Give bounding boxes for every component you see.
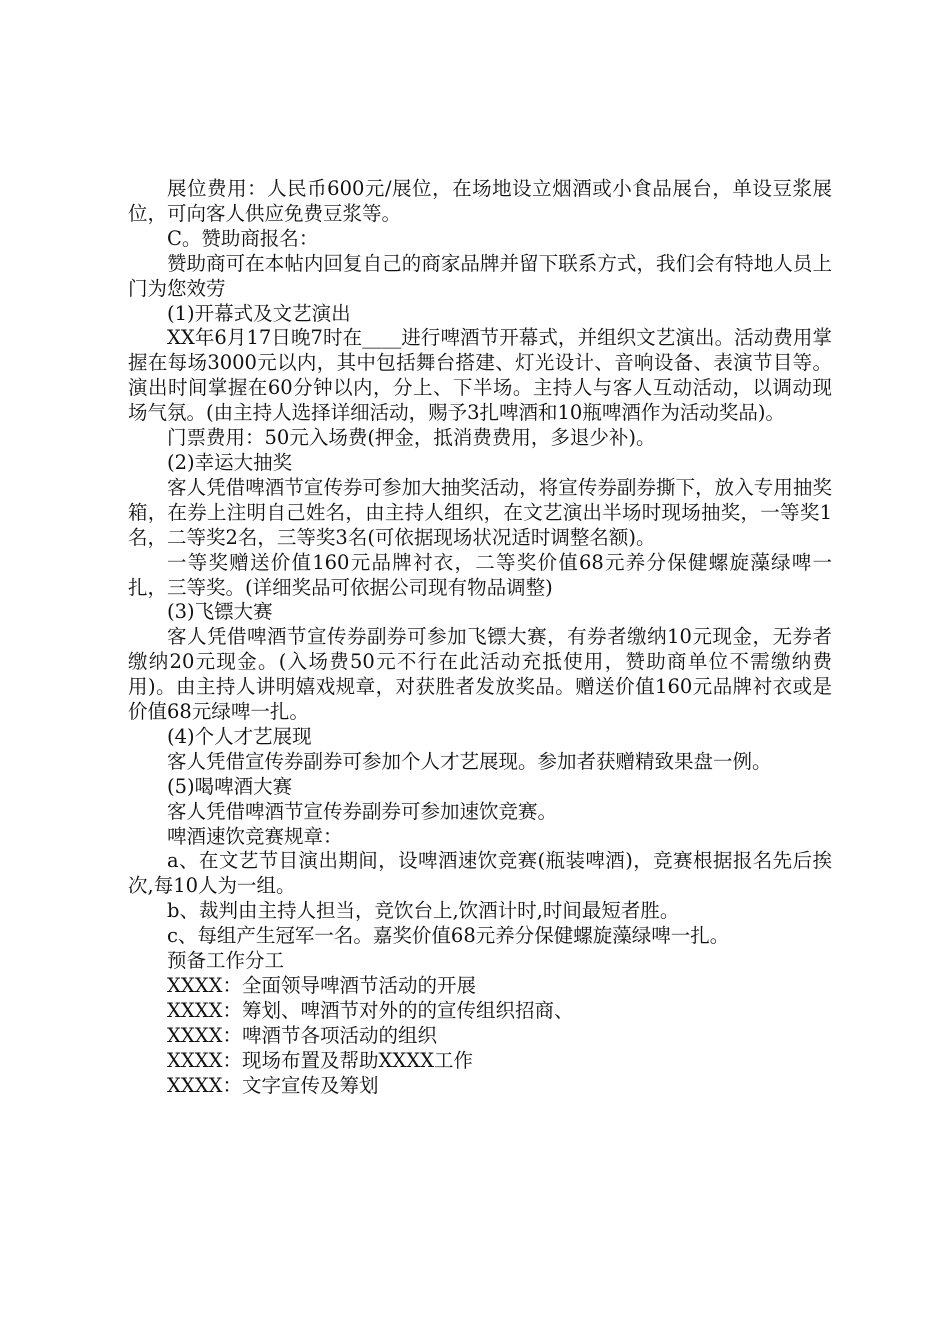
paragraph-duty-1: XXXX：全面领导啤酒节活动的开展 — [167, 974, 477, 997]
section-heading-darts: (3)飞镖大赛 — [167, 600, 273, 624]
paragraph-lottery-details: 客人凭借啤酒节宣传券可参加大抽奖活动，将宣传券副券撕下，放入专用抽奖箱，在券上注明自己姓名，由主持人组织，在文艺演出半场时现场抽奖，一等奖1名，二等奖2名，三等奖3名(可依据现场状况适时调整名额)。 — [128, 475, 832, 549]
paragraph-duty-4: XXXX：现场布置及帮助XXXX工作 — [167, 1048, 474, 1072]
paragraph-darts-details: 客人凭借啤酒节宣传券副券可参加飞镖大赛，有券者缴纳10元现金，无券者缴纳20元现金。(入场费50元不行在此活动充抵使用，赞助商单位不需缴纳费用)。由主持人讲明嬉戏规章，对获胜者发放奖品。赠送价值160元品牌衬衣或是价值68元绿啤一扎。 — [128, 625, 832, 724]
paragraph-beer-contest-intro: 客人凭借啤酒节宣传券副券可参加速饮竞赛。 — [167, 799, 558, 823]
paragraph-contest-rules-heading: 啤酒速饮竞赛规章： — [167, 824, 343, 848]
paragraph-rule-b: b、裁判由主持人担当，竞饮台上,饮酒计时,时间最短者胜。 — [167, 899, 680, 923]
paragraph-ticket-fee: 门票费用：50元入场费(押金，抵消费费用，多退少补)。 — [167, 426, 656, 450]
paragraph-sponsor-signup: 赞助商可在本帖内回复自己的商家品牌并留下联系方式，我们会有特地人员上门为您效劳 — [128, 251, 832, 300]
section-heading-beer-contest: (5)喝啤酒大赛 — [167, 774, 293, 798]
paragraph-rule-a: a、在文艺节目演出期间，设啤酒速饮竞赛(瓶装啤酒)，竞赛根据报名先后挨次,每10人为一组。 — [128, 849, 832, 898]
paragraph-duty-3: XXXX：啤酒节各项活动的组织 — [167, 1023, 438, 1047]
section-heading-prep-work: 预备工作分工 — [167, 949, 285, 973]
section-heading-talent: (4)个人才艺展现 — [167, 724, 312, 748]
paragraph-rule-c: c、每组产生冠军一名。嘉奖价值68元养分保健螺旋藻绿啤一扎。 — [167, 924, 730, 948]
paragraph-duty-5: XXXX：文字宣传及筹划 — [167, 1073, 379, 1097]
section-heading-lottery: (2)幸运大抽奖 — [167, 450, 293, 474]
paragraph-duty-2: XXXX：筹划、啤酒节对外的的宣传组织招商、 — [167, 998, 574, 1022]
paragraph-sponsor-heading: C。赞助商报名： — [167, 226, 319, 250]
paragraph-talent-details: 客人凭借宣传券副券可参加个人才艺展现。参加者获赠精致果盘一例。 — [167, 749, 772, 773]
paragraph-opening-details: XX年6月17日晚7时在____进行啤酒节开幕式，并组织文艺演出。活动费用掌握在每场3000元以内，其中包括舞台搭建、灯光设计、音响设备、表演节目等。演出时间掌握在60分钟以内，分上、下半场。主持人与客人互动活动，以调动现场气氛。(由主持人选择详细活动，赐予3扎啤酒和10瓶啤酒作为活动奖品)。 — [128, 326, 832, 425]
paragraph-booth-fee: 展位费用：人民币600元/展位，在场地设立烟酒或小食品展台，单设豆浆展位，可向客人供应免费豆浆等。 — [128, 177, 832, 225]
paragraph-lottery-prizes: 一等奖赠送价值160元品牌衬衣，二等奖价值68元养分保健螺旋藻绿啤一扎，三等奖。(详细奖品可依据公司现有物品调整) — [128, 550, 832, 599]
section-heading-opening: (1)开幕式及文艺演出 — [167, 301, 351, 325]
